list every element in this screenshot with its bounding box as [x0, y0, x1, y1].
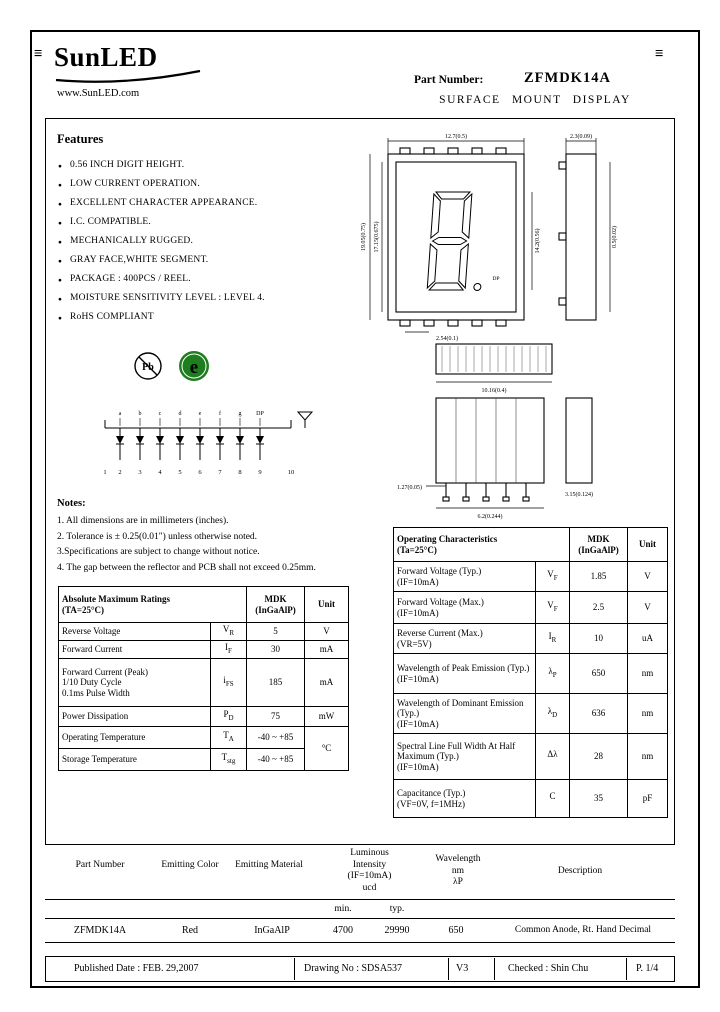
diode-symbol [196, 428, 204, 460]
registration-mark-left: ≡ [34, 46, 43, 62]
rohs-e-label: e [189, 357, 199, 378]
param-label: Wavelength of Peak Emission (Typ.) [397, 663, 530, 673]
param-condition: (IF=10mA) [397, 607, 439, 618]
symbol: Δλ [547, 749, 558, 760]
param-label: Spectral Line Full Width At Half Maximum (Typ.) [397, 740, 516, 762]
param-label: Reverse Voltage [62, 626, 121, 637]
feature-item: ● RoHS COMPLIANT [58, 308, 358, 327]
abs-col-unit: Unit [318, 599, 336, 610]
spec-header-description: Description [557, 866, 603, 876]
feature-item: ● 0.56 INCH DIGIT HEIGHT. [58, 156, 358, 175]
value: 2.5 [592, 602, 605, 613]
table-row [394, 654, 668, 694]
footer-checked-by: Checked : Shin Chu [508, 963, 589, 974]
pins [443, 483, 529, 501]
wave-line: λP [453, 877, 463, 887]
note-item: 1. All dimensions are in millimeters (inches). [57, 516, 229, 526]
symbol-sub: F [228, 647, 232, 656]
decimal-point [474, 284, 481, 291]
pin-number: 2 [118, 469, 122, 476]
dim-side-pad: 0.5(0.02) [612, 226, 618, 248]
spec-divider-line [45, 899, 675, 900]
op-col-unit: Unit [639, 539, 657, 550]
value: 30 [271, 644, 281, 655]
pin-number: 9 [258, 469, 262, 476]
spec-divider-line [45, 918, 675, 919]
dim-front-height: 19.05(0.75) [361, 223, 367, 251]
table-row [394, 694, 668, 734]
symbol: V [547, 569, 554, 580]
feature-item: ● MECHANICALLY RUGGED. [58, 232, 358, 251]
table-row [59, 641, 349, 659]
param-label: Forward Current (Peak) [62, 666, 148, 677]
feature-item: ● GRAY FACE,WHITE SEGMENT. [58, 251, 358, 270]
dp-callout: DP [492, 276, 500, 282]
footer-divider [626, 958, 627, 980]
registration-mark-right: ≡ [655, 46, 664, 62]
value: 650 [591, 668, 606, 679]
feature-item: ● MOISTURE SENSITIVITY LEVEL : LEVEL 4. [58, 289, 358, 308]
pin-number: 4 [158, 469, 162, 476]
segment-label: b [138, 411, 142, 417]
unit: °C [321, 743, 332, 754]
symbol-sub: R [551, 636, 557, 645]
param-condition: (IF=10mA) [397, 718, 439, 729]
side-profile [566, 398, 592, 483]
op-table-condition: (Ta=25°C) [397, 544, 437, 555]
param-label: Storage Temperature [62, 754, 137, 765]
segment-label: f [219, 411, 221, 417]
value: -40 ~ +85 [257, 754, 294, 765]
package-drawings [352, 128, 678, 528]
unit: nm [641, 751, 654, 762]
segment-label: c [158, 411, 162, 417]
spec-subheader-min: min. [334, 904, 352, 914]
symbol: T [223, 730, 229, 741]
abs-table-condition: (TA=25°C) [62, 604, 105, 615]
segment-label: g [238, 411, 242, 417]
symbol-sub: P [552, 671, 557, 680]
bottom-view [436, 398, 592, 501]
table-row [59, 707, 349, 727]
segment-a [436, 192, 470, 199]
spec-header-emitting-material: Emitting Material [235, 860, 303, 870]
value: 75 [271, 711, 281, 722]
internal-circuit-diagram [95, 406, 320, 486]
pb-label: Pb [142, 362, 154, 373]
dim-front-width: 12.7(0.5) [445, 134, 467, 140]
value: 185 [268, 677, 283, 688]
pin-number: 5 [178, 469, 182, 476]
symbol: I [548, 631, 552, 642]
symbol-sub: D [228, 714, 234, 723]
param-condition: (IF=10mA) [397, 761, 439, 772]
wave-line: Wavelength [435, 854, 481, 864]
note-item: 4. The gap between the reflector and PCB shall not exceed 0.25mm. [57, 562, 316, 573]
segment-label: e [198, 411, 202, 417]
symbol-sub: F [553, 574, 558, 583]
footer-divider [494, 958, 495, 980]
led-diodes [116, 428, 264, 460]
spec-header-luminous-intensity [322, 848, 417, 894]
dimension-lines [370, 138, 610, 508]
value: 10 [594, 633, 604, 644]
value: 1.85 [590, 571, 607, 582]
segment-label: d [178, 411, 182, 417]
lum-line: ucd [362, 882, 377, 893]
segment-ticks [120, 418, 260, 426]
param-sub: 1/10 Duty Cycle [62, 677, 122, 688]
compliance-logos [130, 346, 225, 388]
feature-item: ● PACKAGE : 400PCS / REEL. [58, 270, 358, 289]
table-row [394, 624, 668, 654]
table-row [394, 780, 668, 818]
dim-side-width: 2.3(0.09) [570, 134, 592, 140]
side-view [559, 154, 596, 320]
spec-value-wavelength: 650 [448, 925, 464, 936]
diode-symbol [116, 428, 124, 460]
value: 28 [594, 751, 604, 762]
notes-title: Notes: [57, 498, 86, 509]
footer-published-date: Published Date : FEB. 29,2007 [74, 963, 199, 974]
lum-line: Intensity [352, 859, 387, 870]
pb-free-icon [135, 353, 161, 379]
common-anode-bus [105, 412, 312, 428]
symbol: C [549, 791, 556, 802]
value: 35 [594, 793, 604, 804]
unit: mA [319, 644, 334, 655]
dim-inner-height: 17.15(0.675) [374, 221, 380, 253]
symbol-sub: A [228, 735, 234, 744]
op-table-title: Operating Characteristics [397, 534, 498, 544]
absolute-maximum-ratings-table [58, 586, 349, 771]
param-condition: (VR=5V) [397, 638, 432, 649]
footer-divider [294, 958, 295, 980]
logo-text: SunLED [54, 42, 158, 72]
segment-label: DP [256, 411, 264, 417]
table-row [59, 727, 349, 749]
symbol-sub: F [553, 605, 558, 614]
param-condition: (IF=10mA) [397, 576, 439, 587]
segment-g [432, 238, 466, 245]
abs-col-grade2: (InGaAlP) [255, 604, 296, 615]
value: 5 [273, 626, 278, 637]
spec-value-typ: 29990 [384, 925, 410, 936]
table-row [394, 592, 668, 624]
diode-symbol [176, 428, 184, 460]
unit: nm [641, 668, 654, 679]
pin-number: 7 [218, 469, 222, 476]
pin-number: 10 [287, 469, 295, 476]
param-label: Wavelength of Dominant Emission (Typ.) [397, 697, 524, 719]
op-col-grade: MDK [587, 534, 610, 544]
dim-pad-pitch: 2.54(0.1) [436, 336, 458, 342]
segment-b [462, 194, 472, 238]
note-item: 3.Specifications are subject to change without notice. [57, 547, 260, 557]
rohs-e-icon [179, 351, 209, 381]
operating-characteristics-table [393, 527, 668, 818]
symbol-sub: stg [227, 757, 236, 766]
segment-e [427, 244, 437, 288]
symbol: λ [548, 666, 553, 677]
part-number-label: Part Number: [414, 74, 484, 86]
pin-number: 3 [138, 469, 142, 476]
segment-c [458, 244, 468, 288]
spec-header-emitting-color: Emitting Color [161, 860, 219, 870]
spec-divider-line [45, 942, 675, 943]
feature-item: ● EXCELLENT CHARACTER APPEARANCE. [58, 194, 358, 213]
wave-line: nm [451, 865, 465, 876]
dim-profile-depth: 3.15(0.124) [565, 492, 593, 498]
symbol: I [225, 642, 229, 653]
unit: pF [642, 793, 653, 804]
unit: mA [319, 677, 334, 688]
symbol: V [222, 624, 230, 635]
unit: nm [641, 708, 654, 719]
spec-value-min: 4700 [333, 925, 353, 936]
footer-version: V3 [456, 963, 469, 974]
unit: V [644, 602, 651, 613]
symbol: V [547, 600, 554, 611]
pin-number: 6 [198, 469, 202, 476]
unit: V [644, 571, 651, 582]
segment-label: a [118, 411, 122, 417]
segment-d [429, 283, 463, 290]
diode-symbol [156, 428, 164, 460]
table-row [394, 562, 668, 592]
param-label: Reverse Current (Max.) [397, 628, 483, 638]
symbol-sub: D [552, 711, 558, 720]
pin-number: 8 [238, 469, 242, 476]
param-label: Forward Voltage (Max.) [397, 597, 484, 607]
footer-drawing-no: Drawing No : SDSA537 [304, 963, 403, 974]
dim-bottom-width: 6.2(0.244) [477, 514, 503, 520]
document-title: SURFACE MOUNT DISPLAY [439, 94, 631, 106]
feature-item: ● I.C. COMPATIBLE. [58, 213, 358, 232]
param-label: Forward Voltage (Typ.) [397, 566, 482, 576]
note-item: 2. Tolerance is ± 0.25(0.01") unless otherwise noted. [57, 531, 258, 542]
spec-value-emitting-color: Red [181, 925, 199, 936]
spec-header-wavelength [428, 854, 488, 889]
abs-table-title: Absolute Maximum Ratings [62, 594, 171, 604]
diode-symbol [136, 428, 144, 460]
seven-segment-digit [427, 192, 487, 291]
unit: mW [318, 711, 335, 722]
footer-divider [448, 958, 449, 980]
param-label: Forward Current [62, 644, 123, 655]
abs-col-grade: MDK [264, 594, 287, 604]
op-col-grade2: (InGaAlP) [578, 544, 619, 555]
footer [45, 956, 675, 982]
logo [54, 42, 209, 102]
diode-symbol [216, 428, 224, 460]
diode-symbol [256, 428, 264, 460]
symbol: T [221, 752, 228, 763]
spec-value-emitting-material: InGaAlP [254, 925, 290, 936]
lum-line: (IF=10mA) [347, 871, 392, 881]
param-label: Operating Temperature [62, 732, 146, 743]
features-title: Features [57, 132, 104, 146]
spec-header-part-number: Part Number [75, 860, 125, 870]
unit: V [323, 626, 330, 637]
value: -40 ~ +85 [257, 732, 294, 743]
notes-list [57, 514, 382, 576]
spec-subheader-typ: typ. [389, 904, 405, 914]
param-label: Power Dissipation [62, 711, 129, 722]
part-number-value: ZFMDK14A [524, 70, 611, 86]
symbol: P [223, 709, 229, 720]
table-row [59, 659, 349, 707]
features-list [58, 156, 358, 327]
dim-digit-height: 14.2(0.56) [535, 228, 541, 254]
dim-pin-pitch: 1.27(0.05) [397, 485, 422, 491]
segment-f [431, 194, 441, 238]
logo-website: www.SunLED.com [57, 88, 140, 99]
param-sub: 0.1ms Pulse Width [62, 687, 130, 698]
top-view [436, 344, 552, 374]
symbol-sub: FS [225, 680, 234, 689]
footer-page-number: P. 1/4 [636, 963, 659, 974]
dim-top-width: 10.16(0.4) [481, 388, 507, 394]
param-condition: (IF=10mA) [397, 673, 439, 684]
table-row [59, 623, 349, 641]
unit: uA [642, 633, 654, 644]
param-condition: (VF=0V, f=1MHz) [397, 798, 465, 809]
table-row [394, 734, 668, 780]
symbol: i [223, 675, 226, 686]
spec-value-description: Common Anode, Rt. Hand Decimal [514, 925, 652, 935]
common-marker [298, 412, 312, 420]
spec-value-part-number: ZFMDK14A [73, 925, 127, 936]
symbol: λ [547, 706, 553, 717]
symbol-sub: R [229, 629, 235, 638]
feature-item: ● LOW CURRENT OPERATION. [58, 175, 358, 194]
value: 636 [591, 708, 606, 719]
logo-swoosh [54, 69, 204, 83]
pin-number: 1 [103, 469, 107, 476]
lum-line: Luminous [350, 848, 389, 858]
diode-symbol [236, 428, 244, 460]
param-label: Capacitance (Typ.) [397, 788, 466, 798]
